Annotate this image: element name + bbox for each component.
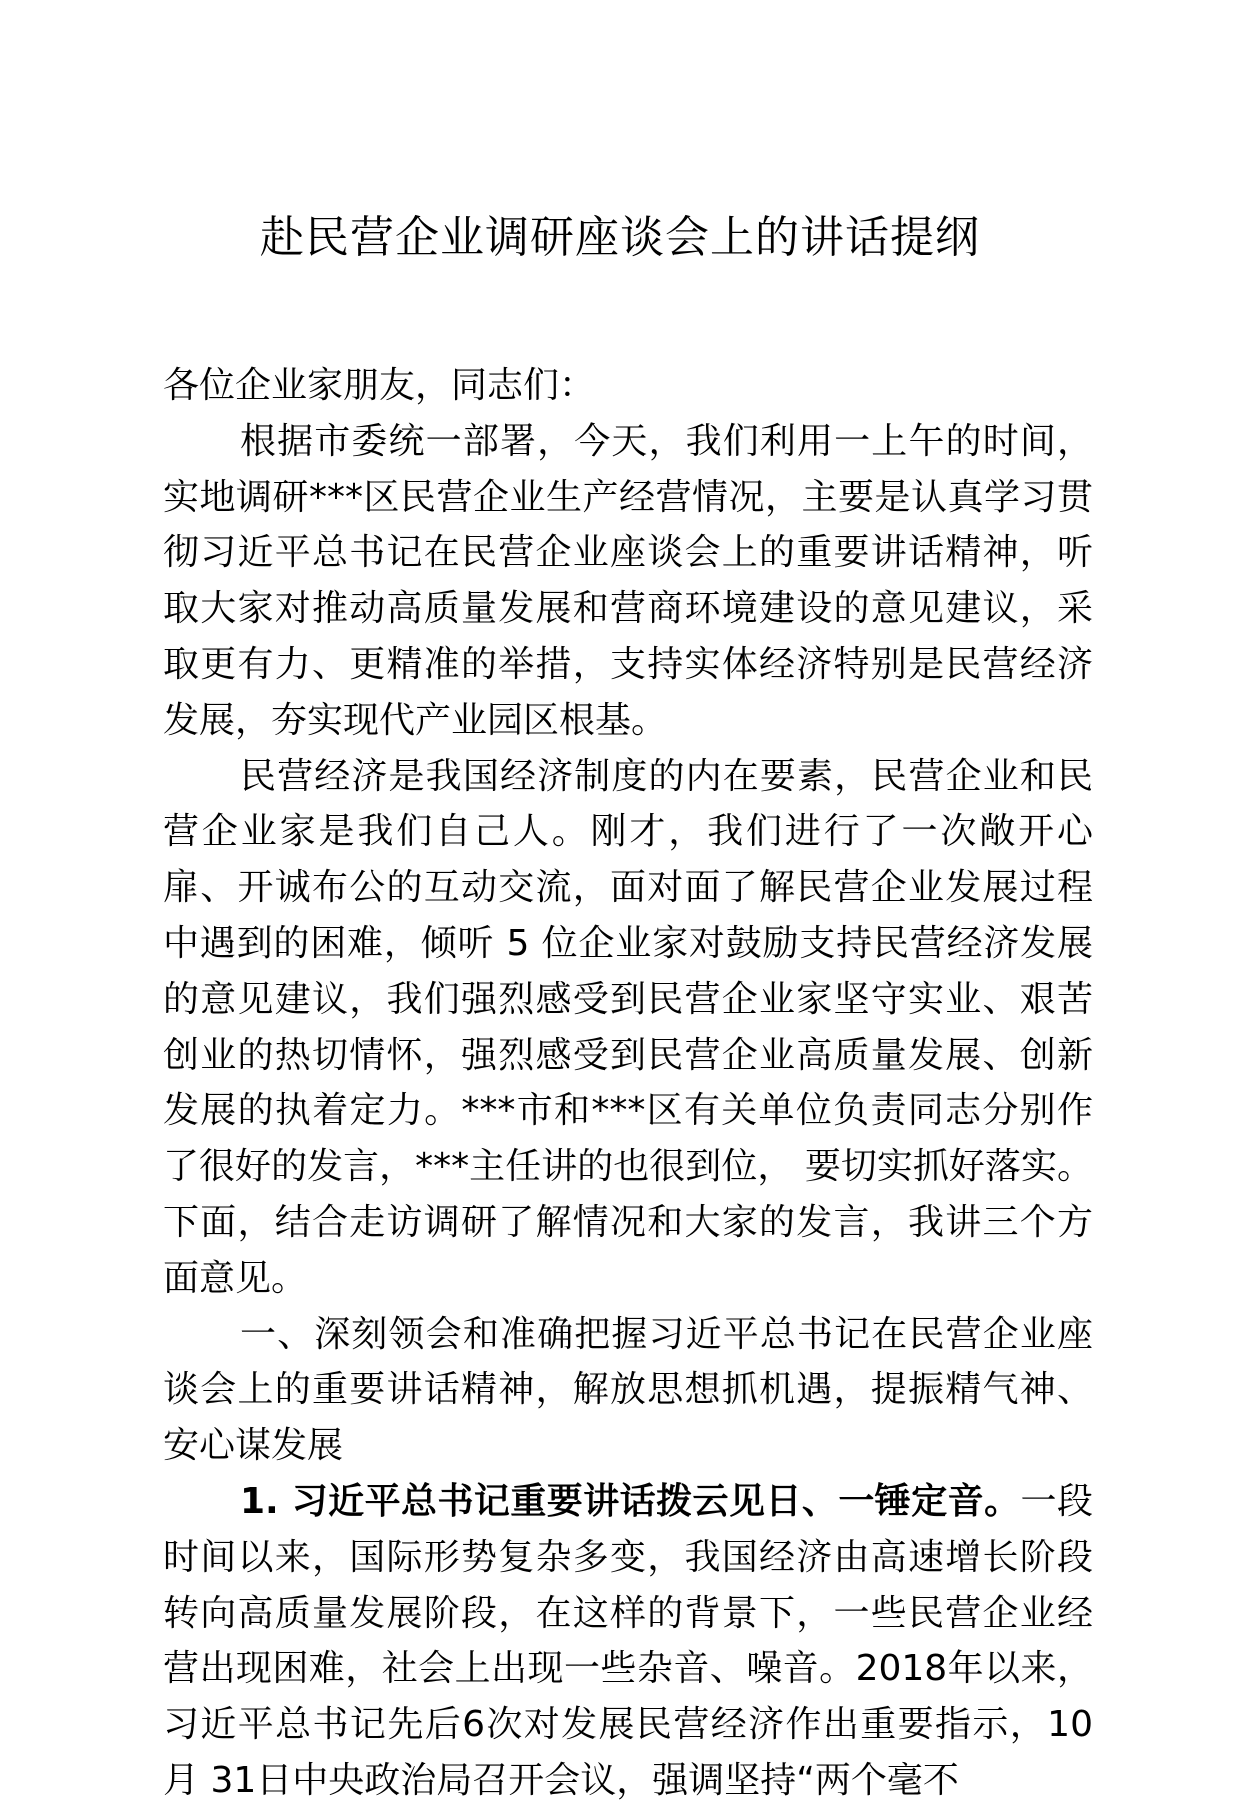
paragraph-point-one [163,1474,1093,1809]
point-one-heading: 1. 习近平总书记重要讲话拨云见日、一锤定音。 [240,1480,1021,1522]
paragraph-intro: 根据市委统一部署，今天，我们利用一上午的时间，实地调研***区民营企业生产经营情况，主要是认真学习贯彻习近平总书记在民营企业座谈会上的重要讲话精神，听取大家对推动高质量发展和营商环境建设的意见建议，采取更有力、更精准的举措，支持实体经济特别是民营经济发展，夯实现代产业园区根基。 [163,420,1093,741]
document-title: 赴民营企业调研座谈会上的讲话提纲 [260,212,980,263]
salutation: 各位企业家朋友，同志们： [163,365,596,406]
paragraph-private-economy: 民营经济是我国经济制度的内在要素，民营企业和民营企业家是我们自己人。刚才，我们进行了一次敞开心扉、开诚布公的互动交流，面对面了解民营企业发展过程中遇到的困难，倾听 5 位企业家对鼓励支持民营经济发展的意见建议，我们强烈感受到民营企业家坚守实业、艰苦创业的热切情怀，强烈感受到民营企业高质量发展、创新发展的执着定力。***市和***区有关单位负责同志分别作了很好的发言，***主任讲的也很到位， 要切实抓好落实。下面，结合走访调研了解情况和大家的发言，我讲三个方面意见。 [163,755,1093,1299]
point-one-text: 一段时间以来，国际形势复杂多变，我国经济由高速增长阶段转向高质量发展阶段，在这样的背景下，一些民营企业经营出现困难，社会上出现一些杂音、噪音。2018年以来，习近平总书记先后6次对发展民营经济作出重要指示，10月 31日中央政治局召开会议，强调坚持“两个毫不 [163,1480,1093,1801]
section-heading-one: 一、深刻领会和准确把握习近平总书记在民营企业座谈会上的重要讲话精神，解放思想抓机遇，提振精气神、安心谋发展 [163,1313,1093,1467]
document-body [163,358,1093,1809]
